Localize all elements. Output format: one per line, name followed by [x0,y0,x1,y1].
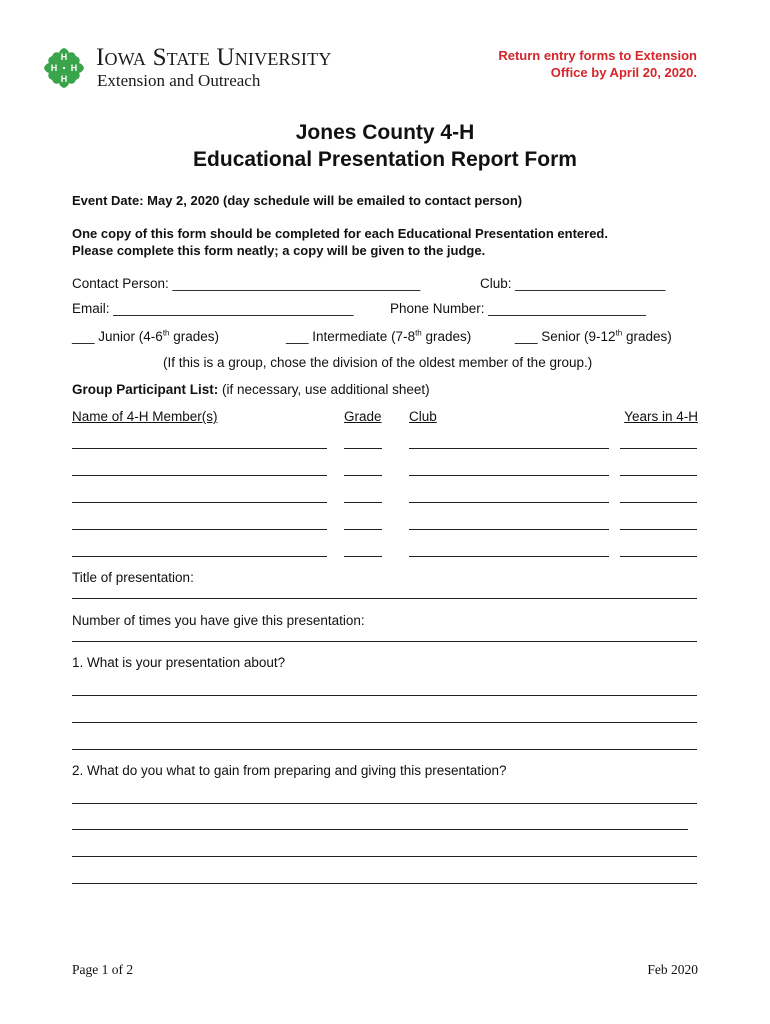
participant-grade-line[interactable] [344,556,382,557]
participant-grade-line[interactable] [344,529,382,530]
junior-division-option[interactable]: ___ Junior (4-6th grades) [72,328,220,344]
participant-name-line[interactable] [72,529,327,530]
senior-division-option[interactable]: ___ Senior (9-12th grades) [515,328,672,344]
participant-name-line[interactable] [72,475,327,476]
participant-club-line[interactable] [409,556,609,557]
participant-name-line[interactable] [72,502,327,503]
participant-club-line[interactable] [409,529,609,530]
participant-grade-line[interactable] [344,448,382,449]
participant-years-line[interactable] [620,448,697,449]
title-of-presentation-line[interactable] [72,598,697,599]
contact-person-field[interactable]: Contact Person: _________________________________ [72,276,421,291]
participant-name-line[interactable] [72,556,327,557]
question-2-answer-line[interactable] [72,829,688,830]
svg-text:H: H [60,52,68,62]
title-of-presentation-label: Title of presentation: [72,570,194,585]
event-date: Event Date: May 2, 2020 (day schedule will be emailed to contact person) [72,193,523,208]
question-2-answer-line[interactable] [72,856,697,857]
return-notice-line2: Office by April 20, 2020. [550,65,697,80]
return-notice-line1: Return entry forms to Extension [498,48,697,63]
times-given-line[interactable] [72,641,697,642]
participant-club-line[interactable] [409,502,609,503]
club-field[interactable]: Club: ____________________ [480,276,666,291]
clover-logo-icon [42,46,86,90]
question-1-answer-line[interactable] [72,722,697,723]
university-name: Iowa State University [96,44,332,71]
participant-years-line[interactable] [620,475,697,476]
participant-name-line[interactable] [72,448,327,449]
email-field[interactable]: Email: ________________________________ [72,301,354,316]
page-title-line2: Educational Presentation Report Form [193,148,577,171]
question-2-answer-line[interactable] [72,883,697,884]
participant-club-line[interactable] [409,475,609,476]
svg-text:H: H [60,74,68,84]
instructions-line1: One copy of this form should be completed for each Educational Presentation entered. [72,226,608,241]
svg-text:H: H [70,63,78,73]
phone-number-field[interactable]: Phone Number: _____________________ [390,301,646,316]
page-title-line1: Jones County 4-H [295,121,475,144]
participant-grade-line[interactable] [344,475,382,476]
column-header-club: Club [409,409,437,424]
question-2-answer-line[interactable] [72,803,697,804]
column-header-grade: Grade [344,409,382,424]
svg-text:H: H [50,63,58,73]
question-1-answer-line[interactable] [72,749,697,750]
group-division-note: (If this is a group, chose the division of the oldest member of the group.) [163,355,593,370]
page-number: Page 1 of 2 [72,962,134,977]
participant-years-line[interactable] [620,529,697,530]
question-2-label: 2. What do you what to gain from preparing and giving this presentation? [72,763,507,778]
participant-years-line[interactable] [620,502,697,503]
column-header-name: Name of 4-H Member(s) [72,409,218,424]
unit-name: Extension and Outreach [97,71,261,90]
column-header-years: Years in 4-H [624,409,698,424]
participant-grade-line[interactable] [344,502,382,503]
participant-list-heading: Group Participant List: (if necessary, use additional sheet) [72,382,430,397]
intermediate-division-option[interactable]: ___ Intermediate (7-8th grades) [286,328,472,344]
participant-years-line[interactable] [620,556,697,557]
participant-club-line[interactable] [409,448,609,449]
times-given-label: Number of times you have give this presentation: [72,613,365,628]
question-1-answer-line[interactable] [72,695,697,696]
instructions-line2: Please complete this form neatly; a copy will be given to the judge. [72,243,486,258]
revision-date: Feb 2020 [647,962,698,977]
question-1-label: 1. What is your presentation about? [72,655,286,670]
